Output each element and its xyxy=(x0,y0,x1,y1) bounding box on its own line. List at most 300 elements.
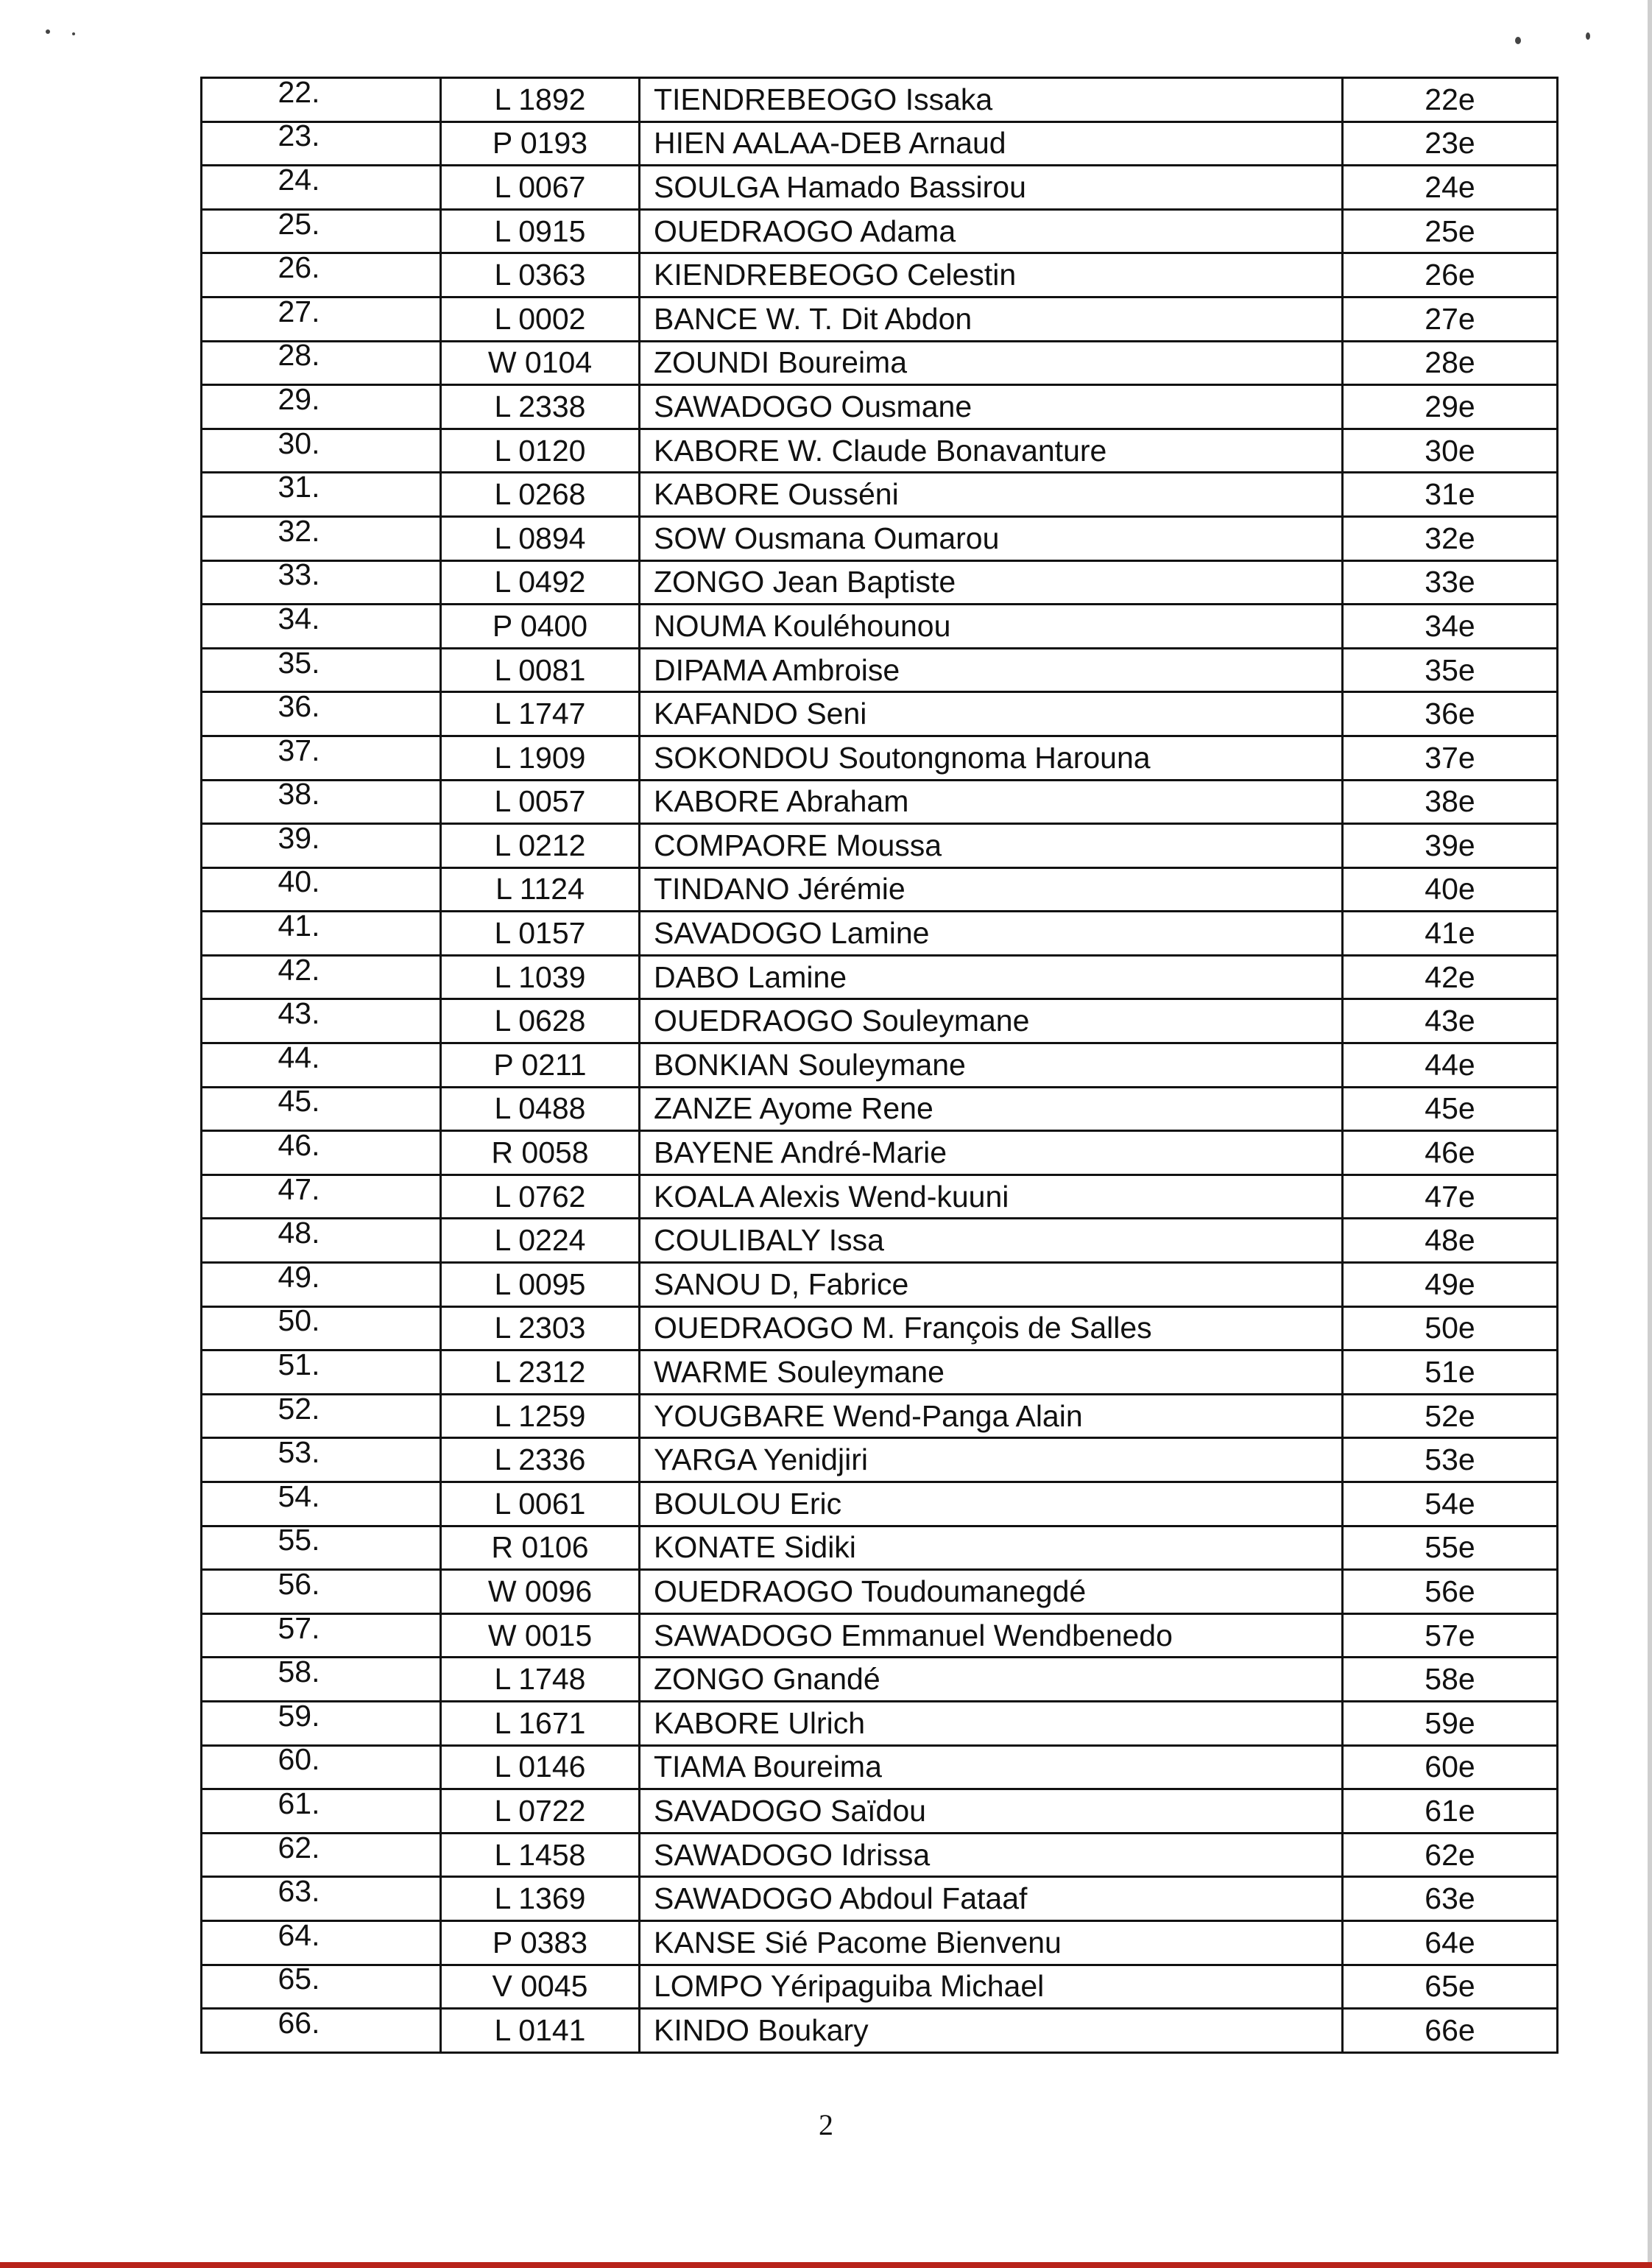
candidate-name-text: OUEDRAOGO M. François de Salles xyxy=(654,1311,1152,1345)
candidate-name-text: KABORE Ousséni xyxy=(654,477,899,512)
candidate-name-cell xyxy=(640,1394,1343,1438)
row-number-cell xyxy=(202,912,441,956)
row-number-text: 22. xyxy=(278,77,320,109)
row-number-cell xyxy=(202,1131,441,1175)
registration-code-text: L 1458 xyxy=(494,1837,586,1872)
row-number-text: 45. xyxy=(278,1087,320,1119)
table-row xyxy=(202,1306,1558,1350)
row-number-text: 56. xyxy=(278,1569,320,1601)
row-number-cell xyxy=(202,1658,441,1702)
rank-cell xyxy=(1343,516,1558,560)
row-number-cell xyxy=(202,1833,441,1877)
rank-cell xyxy=(1343,867,1558,912)
candidate-name-text: SAWADOGO Abdoul Fataaf xyxy=(654,1881,1028,1916)
scan-speck xyxy=(72,32,75,35)
candidate-name-text: OUEDRAOGO Adama xyxy=(654,214,956,248)
candidate-name-text: DABO Lamine xyxy=(654,959,847,994)
rank-text: 25e xyxy=(1425,214,1475,248)
registration-code-cell xyxy=(441,166,640,210)
row-number-cell xyxy=(202,1570,441,1614)
row-number-cell xyxy=(202,166,441,210)
registration-code-text: L 0628 xyxy=(494,1004,586,1038)
row-number-cell xyxy=(202,1263,441,1307)
row-number-text: 51. xyxy=(278,1350,320,1382)
table-row xyxy=(202,692,1558,736)
row-number-cell xyxy=(202,1394,441,1438)
rank-cell xyxy=(1343,2009,1558,2053)
row-number-text: 27. xyxy=(278,297,320,328)
registration-code-cell xyxy=(441,1043,640,1088)
candidate-name-text: BANCE W. T. Dit Abdon xyxy=(654,301,973,336)
candidate-name-text: KOALA Alexis Wend-kuuni xyxy=(654,1179,1009,1214)
registration-code-text: L 0363 xyxy=(494,258,586,292)
rank-text: 46e xyxy=(1425,1135,1475,1170)
row-number-text: 66. xyxy=(278,2008,320,2040)
registration-code-text: L 0157 xyxy=(494,916,586,951)
candidate-name-cell xyxy=(640,1658,1343,1702)
candidate-name-text: DIPAMA Ambroise xyxy=(654,652,900,687)
registration-code-cell xyxy=(441,999,640,1043)
candidate-name-text: KIENDREBEOGO Celestin xyxy=(654,258,1017,292)
row-number-text: 59. xyxy=(278,1701,320,1733)
row-number-text: 58. xyxy=(278,1657,320,1689)
registration-code-cell xyxy=(441,1219,640,1263)
table-row xyxy=(202,560,1558,605)
candidate-name-cell xyxy=(640,1263,1343,1307)
results-table-body xyxy=(202,78,1558,2053)
rank-cell xyxy=(1343,912,1558,956)
table-row xyxy=(202,1043,1558,1088)
registration-code-cell xyxy=(441,253,640,297)
rank-cell xyxy=(1343,253,1558,297)
registration-code-cell xyxy=(441,1438,640,1482)
table-row xyxy=(202,780,1558,824)
row-number-cell xyxy=(202,385,441,429)
registration-code-text: L 0762 xyxy=(494,1179,586,1214)
candidate-name-text: KABORE W. Claude Bonavanture xyxy=(654,433,1107,468)
rank-text: 37e xyxy=(1425,740,1475,775)
row-number-cell xyxy=(202,780,441,824)
candidate-name-text: SANOU D, Fabrice xyxy=(654,1267,909,1301)
rank-cell xyxy=(1343,209,1558,253)
registration-code-cell xyxy=(441,912,640,956)
row-number-cell xyxy=(202,1745,441,1789)
candidate-name-text: SAWADOGO Emmanuel Wendbenedo xyxy=(654,1618,1173,1652)
candidate-name-cell xyxy=(640,1482,1343,1526)
registration-code-text: L 0120 xyxy=(494,433,586,468)
candidate-name-cell xyxy=(640,253,1343,297)
rank-cell xyxy=(1343,1087,1558,1131)
candidate-name-cell xyxy=(640,780,1343,824)
rank-cell xyxy=(1343,999,1558,1043)
table-row xyxy=(202,209,1558,253)
rank-cell xyxy=(1343,1745,1558,1789)
table-row xyxy=(202,341,1558,385)
candidate-name-cell xyxy=(640,1087,1343,1131)
row-number-text: 24. xyxy=(278,165,320,197)
row-number-text: 36. xyxy=(278,691,320,724)
rank-text: 44e xyxy=(1425,1047,1475,1082)
registration-code-text: L 1369 xyxy=(494,1881,586,1916)
row-number-text: 34. xyxy=(278,604,320,635)
registration-code-cell xyxy=(441,516,640,560)
row-number-text: 50. xyxy=(278,1306,320,1338)
rank-text: 51e xyxy=(1425,1355,1475,1390)
rank-cell xyxy=(1343,166,1558,210)
table-row xyxy=(202,1613,1558,1658)
rank-text: 49e xyxy=(1425,1267,1475,1301)
row-number-text: 64. xyxy=(278,1920,320,1952)
registration-code-text: L 0081 xyxy=(494,652,586,687)
table-row xyxy=(202,166,1558,210)
registration-code-text: P 0383 xyxy=(492,1925,588,1959)
registration-code-cell xyxy=(441,1965,640,2009)
table-row xyxy=(202,1920,1558,1965)
row-number-text: 46. xyxy=(278,1130,320,1163)
rank-text: 31e xyxy=(1425,477,1475,512)
row-number-text: 61. xyxy=(278,1789,320,1820)
table-row xyxy=(202,1965,1558,2009)
candidate-name-text: SOW Ousmana Oumarou xyxy=(654,521,1000,555)
registration-code-cell xyxy=(441,429,640,473)
registration-code-text: L 1748 xyxy=(494,1662,586,1697)
row-number-text: 32. xyxy=(278,516,320,548)
rank-cell xyxy=(1343,1438,1558,1482)
candidate-name-cell xyxy=(640,1920,1343,1965)
row-number-cell xyxy=(202,1306,441,1350)
rank-cell xyxy=(1343,429,1558,473)
rank-cell xyxy=(1343,824,1558,868)
results-table xyxy=(200,77,1559,2054)
scan-speck xyxy=(1586,32,1590,40)
candidate-name-text: YARGA Yenidjiri xyxy=(654,1443,868,1477)
row-number-cell xyxy=(202,78,441,122)
registration-code-text: L 2338 xyxy=(494,389,586,423)
registration-code-text: L 2336 xyxy=(494,1443,586,1477)
registration-code-cell xyxy=(441,385,640,429)
row-number-cell xyxy=(202,1789,441,1834)
table-row xyxy=(202,385,1558,429)
candidate-name-text: SAWADOGO Ousmane xyxy=(654,389,973,423)
rank-cell xyxy=(1343,780,1558,824)
row-number-cell xyxy=(202,122,441,166)
rank-cell xyxy=(1343,1613,1558,1658)
scan-edge-bottom xyxy=(0,2262,1652,2268)
registration-code-cell xyxy=(441,1658,640,1702)
row-number-text: 37. xyxy=(278,736,320,767)
candidate-name-text: KINDO Boukary xyxy=(654,2012,869,2047)
candidate-name-text: KABORE Abraham xyxy=(654,784,909,819)
registration-code-text: L 0095 xyxy=(494,1267,586,1301)
rank-text: 24e xyxy=(1425,169,1475,204)
row-number-cell xyxy=(202,867,441,912)
row-number-cell xyxy=(202,1701,441,1745)
registration-code-cell xyxy=(441,297,640,341)
row-number-text: 23. xyxy=(278,122,320,153)
row-number-text: 62. xyxy=(278,1833,320,1864)
registration-code-text: L 2312 xyxy=(494,1355,586,1390)
registration-code-text: L 0002 xyxy=(494,301,586,336)
candidate-name-text: SAVADOGO Lamine xyxy=(654,916,930,951)
rank-cell xyxy=(1343,1219,1558,1263)
candidate-name-text: ZONGO Gnandé xyxy=(654,1662,880,1697)
row-number-cell xyxy=(202,1613,441,1658)
scan-edge-right xyxy=(1648,0,1652,2262)
row-number-cell xyxy=(202,516,441,560)
row-number-cell xyxy=(202,824,441,868)
rank-cell xyxy=(1343,1920,1558,1965)
rank-cell xyxy=(1343,1789,1558,1834)
row-number-cell xyxy=(202,1438,441,1482)
rank-text: 54e xyxy=(1425,1486,1475,1521)
registration-code-cell xyxy=(441,736,640,780)
candidate-name-cell xyxy=(640,1965,1343,2009)
registration-code-cell xyxy=(441,648,640,692)
row-number-text: 65. xyxy=(278,1965,320,1996)
rank-text: 59e xyxy=(1425,1705,1475,1740)
candidate-name-cell xyxy=(640,1877,1343,1921)
row-number-text: 41. xyxy=(278,911,320,943)
registration-code-cell xyxy=(441,1920,640,1965)
table-row xyxy=(202,912,1558,956)
registration-code-text: L 0224 xyxy=(494,1223,586,1258)
registration-code-cell xyxy=(441,209,640,253)
table-row xyxy=(202,1745,1558,1789)
rank-text: 34e xyxy=(1425,608,1475,643)
table-row xyxy=(202,1219,1558,1263)
row-number-cell xyxy=(202,1482,441,1526)
row-number-text: 35. xyxy=(278,648,320,680)
row-number-cell xyxy=(202,1920,441,1965)
rank-text: 57e xyxy=(1425,1618,1475,1652)
row-number-text: 29. xyxy=(278,384,320,416)
candidate-name-cell xyxy=(640,473,1343,517)
candidate-name-cell xyxy=(640,1219,1343,1263)
candidate-name-text: ZONGO Jean Baptiste xyxy=(654,565,956,599)
rank-text: 56e xyxy=(1425,1574,1475,1608)
row-number-text: 52. xyxy=(278,1394,320,1426)
rank-text: 43e xyxy=(1425,1004,1475,1038)
row-number-text: 28. xyxy=(278,341,320,373)
registration-code-text: L 1892 xyxy=(494,82,586,116)
row-number-cell xyxy=(202,1087,441,1131)
rank-cell xyxy=(1343,1877,1558,1921)
row-number-text: 39. xyxy=(278,823,320,855)
row-number-text: 53. xyxy=(278,1437,320,1470)
row-number-text: 42. xyxy=(278,955,320,987)
candidate-name-cell xyxy=(640,2009,1343,2053)
candidate-name-cell xyxy=(640,1613,1343,1658)
table-row xyxy=(202,1526,1558,1570)
registration-code-text: L 0722 xyxy=(494,1793,586,1828)
page-number: 2 xyxy=(819,2108,833,2141)
registration-code-cell xyxy=(441,605,640,649)
candidate-name-text: KANSE Sié Pacome Bienvenu xyxy=(654,1925,1062,1959)
rank-text: 42e xyxy=(1425,959,1475,994)
candidate-name-cell xyxy=(640,867,1343,912)
rank-text: 55e xyxy=(1425,1530,1475,1565)
table-row xyxy=(202,1131,1558,1175)
registration-code-text: L 0146 xyxy=(494,1750,586,1784)
rank-text: 41e xyxy=(1425,916,1475,951)
candidate-name-cell xyxy=(640,341,1343,385)
rank-cell xyxy=(1343,78,1558,122)
rank-text: 63e xyxy=(1425,1881,1475,1916)
rank-cell xyxy=(1343,1306,1558,1350)
candidate-name-cell xyxy=(640,1306,1343,1350)
registration-code-text: L 1039 xyxy=(494,959,586,994)
rank-text: 65e xyxy=(1425,1969,1475,2004)
row-number-cell xyxy=(202,648,441,692)
row-number-text: 40. xyxy=(278,867,320,899)
rank-text: 45e xyxy=(1425,1091,1475,1126)
rank-cell xyxy=(1343,1174,1558,1219)
candidate-name-cell xyxy=(640,824,1343,868)
rank-cell xyxy=(1343,122,1558,166)
candidate-name-cell xyxy=(640,1570,1343,1614)
registration-code-cell xyxy=(441,78,640,122)
registration-code-text: R 0106 xyxy=(491,1530,589,1565)
rank-text: 28e xyxy=(1425,345,1475,380)
rank-text: 52e xyxy=(1425,1398,1475,1433)
candidate-name-cell xyxy=(640,605,1343,649)
registration-code-cell xyxy=(441,824,640,868)
registration-code-cell xyxy=(441,1174,640,1219)
rank-text: 38e xyxy=(1425,784,1475,819)
rank-text: 61e xyxy=(1425,1793,1475,1828)
registration-code-text: L 0212 xyxy=(494,828,586,862)
candidate-name-cell xyxy=(640,955,1343,999)
rank-cell xyxy=(1343,1350,1558,1395)
candidate-name-text: TINDANO Jérémie xyxy=(654,872,906,906)
registration-code-text: V 0045 xyxy=(492,1969,588,2004)
table-row xyxy=(202,429,1558,473)
table-row xyxy=(202,1263,1558,1307)
registration-code-text: L 0061 xyxy=(494,1486,586,1521)
candidate-name-cell xyxy=(640,692,1343,736)
rank-cell xyxy=(1343,560,1558,605)
rank-text: 66e xyxy=(1425,2012,1475,2047)
rank-text: 32e xyxy=(1425,521,1475,555)
registration-code-cell xyxy=(441,122,640,166)
registration-code-cell xyxy=(441,1306,640,1350)
rank-text: 48e xyxy=(1425,1223,1475,1258)
row-number-cell xyxy=(202,999,441,1043)
rank-text: 39e xyxy=(1425,828,1475,862)
row-number-text: 54. xyxy=(278,1482,320,1513)
registration-code-cell xyxy=(441,1394,640,1438)
rank-cell xyxy=(1343,1043,1558,1088)
rank-text: 53e xyxy=(1425,1443,1475,1477)
table-row xyxy=(202,1438,1558,1482)
rank-text: 35e xyxy=(1425,652,1475,687)
candidate-name-text: BOULOU Eric xyxy=(654,1486,842,1521)
row-number-text: 38. xyxy=(278,780,320,811)
row-number-cell xyxy=(202,209,441,253)
candidate-name-text: SAVADOGO Saïdou xyxy=(654,1793,926,1828)
candidate-name-cell xyxy=(640,78,1343,122)
candidate-name-text: TIENDREBEOGO Issaka xyxy=(654,82,993,116)
candidate-name-text: BAYENE André-Marie xyxy=(654,1135,947,1170)
row-number-cell xyxy=(202,253,441,297)
candidate-name-text: HIEN AALAA-DEB Arnaud xyxy=(654,126,1006,161)
table-row xyxy=(202,473,1558,517)
candidate-name-cell xyxy=(640,1526,1343,1570)
row-number-text: 43. xyxy=(278,999,320,1031)
registration-code-cell xyxy=(441,1482,640,1526)
candidate-name-cell xyxy=(640,429,1343,473)
table-row xyxy=(202,1394,1558,1438)
registration-code-cell xyxy=(441,1570,640,1614)
rank-cell xyxy=(1343,692,1558,736)
registration-code-text: L 0915 xyxy=(494,214,586,248)
row-number-cell xyxy=(202,736,441,780)
rank-text: 22e xyxy=(1425,82,1475,116)
table-row xyxy=(202,78,1558,122)
registration-code-text: L 1909 xyxy=(494,740,586,775)
rank-text: 64e xyxy=(1425,1925,1475,1959)
registration-code-cell xyxy=(441,2009,640,2053)
candidate-name-text: OUEDRAOGO Toudoumanegdé xyxy=(654,1574,1087,1608)
registration-code-text: L 0268 xyxy=(494,477,586,512)
candidate-name-text: WARME Souleymane xyxy=(654,1355,945,1390)
rank-text: 62e xyxy=(1425,1837,1475,1872)
rank-cell xyxy=(1343,297,1558,341)
registration-code-text: P 0400 xyxy=(492,608,588,643)
registration-code-cell xyxy=(441,1087,640,1131)
rank-text: 40e xyxy=(1425,872,1475,906)
candidate-name-cell xyxy=(640,1701,1343,1745)
row-number-text: 44. xyxy=(278,1043,320,1074)
rank-text: 60e xyxy=(1425,1750,1475,1784)
scan-speck xyxy=(46,29,50,34)
rank-text: 50e xyxy=(1425,1311,1475,1345)
rank-cell xyxy=(1343,1965,1558,2009)
candidate-name-cell xyxy=(640,560,1343,605)
rank-text: 23e xyxy=(1425,126,1475,161)
candidate-name-cell xyxy=(640,1789,1343,1834)
candidate-name-text: TIAMA Boureima xyxy=(654,1750,882,1784)
rank-cell xyxy=(1343,1570,1558,1614)
candidate-name-cell xyxy=(640,166,1343,210)
registration-code-cell xyxy=(441,692,640,736)
rank-text: 27e xyxy=(1425,301,1475,336)
table-row xyxy=(202,2009,1558,2053)
row-number-cell xyxy=(202,473,441,517)
row-number-cell xyxy=(202,341,441,385)
registration-code-text: P 0211 xyxy=(493,1047,587,1082)
row-number-cell xyxy=(202,1877,441,1921)
registration-code-cell xyxy=(441,867,640,912)
row-number-text: 33. xyxy=(278,560,320,592)
row-number-text: 57. xyxy=(278,1613,320,1645)
registration-code-text: L 0894 xyxy=(494,521,586,555)
table-row xyxy=(202,1087,1558,1131)
registration-code-text: L 2303 xyxy=(494,1311,586,1345)
candidate-name-cell xyxy=(640,516,1343,560)
row-number-text: 48. xyxy=(278,1218,320,1250)
registration-code-cell xyxy=(441,1877,640,1921)
registration-code-cell xyxy=(441,955,640,999)
scan-speck xyxy=(1515,37,1521,44)
candidate-name-text: KAFANDO Seni xyxy=(654,697,867,731)
rank-cell xyxy=(1343,1658,1558,1702)
table-row xyxy=(202,1174,1558,1219)
candidate-name-cell xyxy=(640,209,1343,253)
table-row xyxy=(202,736,1558,780)
candidate-name-text: COMPAORE Moussa xyxy=(654,828,942,862)
candidate-name-text: COULIBALY Issa xyxy=(654,1223,884,1258)
